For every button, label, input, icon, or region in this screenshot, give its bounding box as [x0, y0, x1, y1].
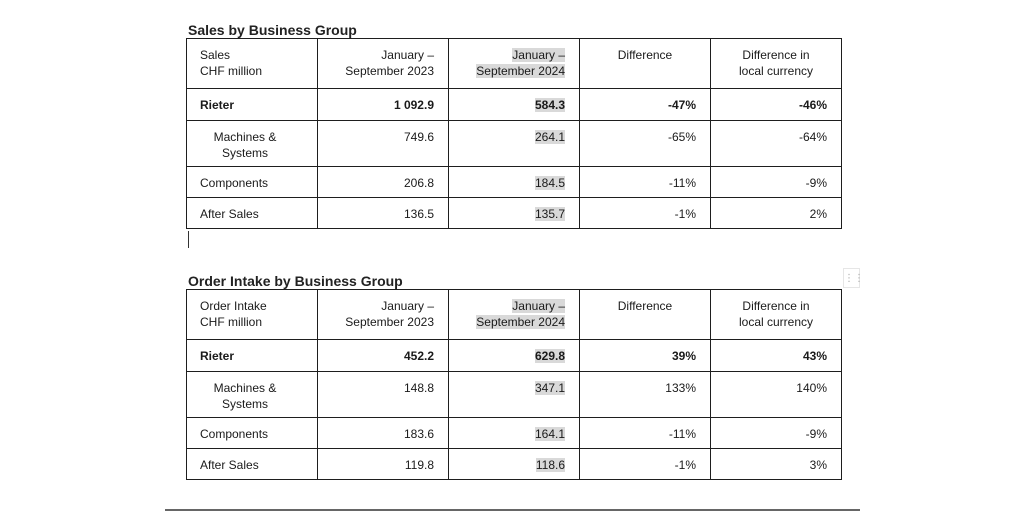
- table-row: [187, 198, 842, 229]
- header-2023-cell[interactable]: January – September 2023: [318, 39, 449, 89]
- row-label[interactable]: Machines & Systems: [187, 372, 318, 418]
- table-row: [187, 449, 842, 480]
- row-label[interactable]: Rieter: [187, 89, 318, 121]
- difference[interactable]: -1%: [580, 198, 711, 229]
- table-header-row: [187, 290, 842, 340]
- difference-local[interactable]: 140%: [711, 372, 842, 418]
- difference[interactable]: -1%: [580, 449, 711, 480]
- value-2024[interactable]: 184.5: [449, 167, 580, 198]
- value-2024[interactable]: 347.1: [449, 372, 580, 418]
- row-label[interactable]: Rieter: [187, 340, 318, 372]
- orders-table: [186, 289, 842, 480]
- row-label[interactable]: Machines & Systems: [187, 121, 318, 167]
- table-header-row: [187, 39, 842, 89]
- row-label[interactable]: Components: [187, 418, 318, 449]
- text-cursor: [188, 231, 189, 248]
- difference[interactable]: -11%: [580, 167, 711, 198]
- orders-section: [186, 273, 841, 480]
- header-label-cell[interactable]: Order Intake CHF million: [187, 290, 318, 340]
- difference-local[interactable]: -9%: [711, 167, 842, 198]
- value-2023[interactable]: 148.8: [318, 372, 449, 418]
- row-label[interactable]: Components: [187, 167, 318, 198]
- orders-title: Order Intake by Business Group: [188, 273, 403, 289]
- sales-table: [186, 38, 842, 229]
- page-divider: [165, 509, 860, 511]
- header-label-cell[interactable]: Sales CHF million: [187, 39, 318, 89]
- difference-local[interactable]: 2%: [711, 198, 842, 229]
- header-difference-local-cell[interactable]: Difference in local currency: [711, 290, 842, 340]
- value-2023[interactable]: 452.2: [318, 340, 449, 372]
- table-row: [187, 340, 842, 372]
- value-2024[interactable]: 135.7: [449, 198, 580, 229]
- difference[interactable]: 39%: [580, 340, 711, 372]
- header-difference-cell[interactable]: Difference: [580, 290, 711, 340]
- value-2023[interactable]: 119.8: [318, 449, 449, 480]
- table-row: [187, 121, 842, 167]
- header-difference-cell[interactable]: Difference: [580, 39, 711, 89]
- table-row: [187, 89, 842, 121]
- difference-local[interactable]: -9%: [711, 418, 842, 449]
- table-row: [187, 418, 842, 449]
- value-2023[interactable]: 136.5: [318, 198, 449, 229]
- value-2024[interactable]: 164.1: [449, 418, 580, 449]
- header-2024-cell[interactable]: January – September 2024: [449, 39, 580, 89]
- sales-title: Sales by Business Group: [188, 22, 357, 38]
- row-label[interactable]: After Sales: [187, 198, 318, 229]
- sales-section: [186, 22, 841, 229]
- value-2023[interactable]: 1 092.9: [318, 89, 449, 121]
- difference[interactable]: 133%: [580, 372, 711, 418]
- value-2023[interactable]: 206.8: [318, 167, 449, 198]
- header-difference-local-cell[interactable]: Difference in local currency: [711, 39, 842, 89]
- difference-local[interactable]: -46%: [711, 89, 842, 121]
- row-label[interactable]: After Sales: [187, 449, 318, 480]
- table-row: [187, 372, 842, 418]
- difference[interactable]: -11%: [580, 418, 711, 449]
- difference-local[interactable]: -64%: [711, 121, 842, 167]
- value-2024[interactable]: 264.1: [449, 121, 580, 167]
- table-row: [187, 167, 842, 198]
- difference[interactable]: -65%: [580, 121, 711, 167]
- value-2023[interactable]: 749.6: [318, 121, 449, 167]
- drag-handle-icon[interactable]: ⋮⋮: [843, 268, 860, 288]
- value-2024[interactable]: 584.3: [449, 89, 580, 121]
- difference-local[interactable]: 43%: [711, 340, 842, 372]
- header-2024-cell[interactable]: January – September 2024: [449, 290, 580, 340]
- value-2023[interactable]: 183.6: [318, 418, 449, 449]
- header-2023-cell[interactable]: January – September 2023: [318, 290, 449, 340]
- difference[interactable]: -47%: [580, 89, 711, 121]
- value-2024[interactable]: 118.6: [449, 449, 580, 480]
- value-2024[interactable]: 629.8: [449, 340, 580, 372]
- difference-local[interactable]: 3%: [711, 449, 842, 480]
